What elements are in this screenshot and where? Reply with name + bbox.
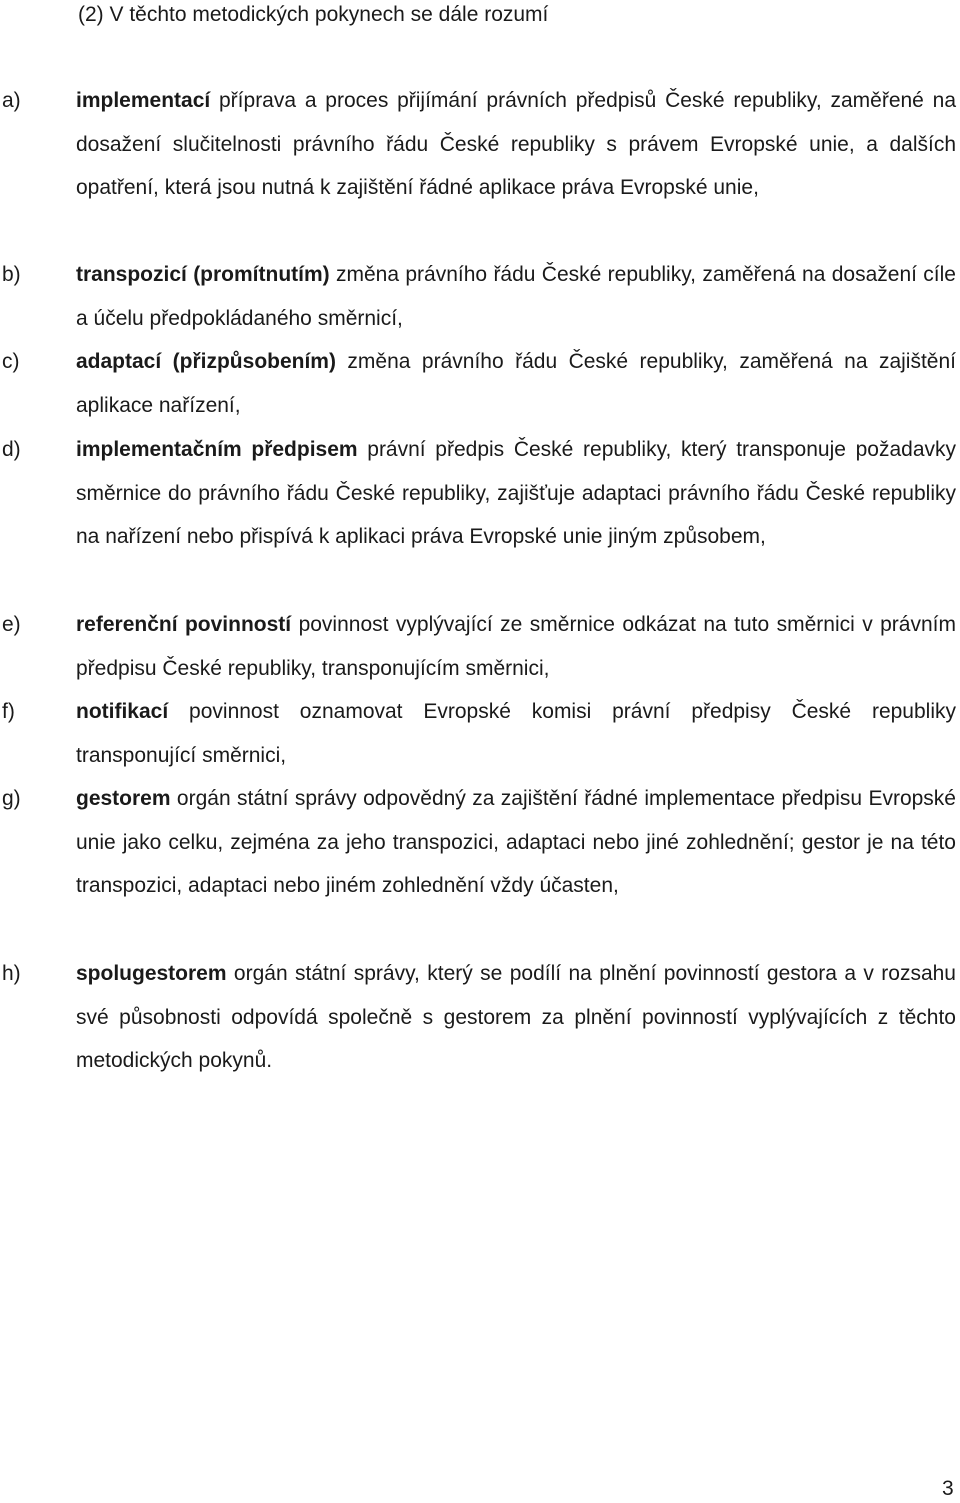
defined-term: implementačním předpisem xyxy=(76,438,358,461)
item-label: b) xyxy=(2,263,21,286)
definition-text: příprava a proces přijímání právních předpisů České republiky, zaměřené na dosažení slučitelnosti právního řádu České republiky s právem Evropské unie, a dalších opatření, která jsou nutná k zajištění řádné aplikace práva Evropské unie, xyxy=(76,89,956,200)
item-label: a) xyxy=(2,89,21,112)
definition-text: právní předpis České republiky, který transponuje požadavky směrnice do právního řádu České republiky, zajišťuje adaptaci právního řádu České republiky na nařízení nebo přispívá k aplikaci práva Evropské unie jiným způsobem, xyxy=(76,438,957,549)
item-body xyxy=(76,340,956,427)
item-label: c) xyxy=(2,350,20,373)
defined-term: gestorem xyxy=(76,787,171,810)
definition-text: změna právního řádu České republiky, zaměřená na dosažení cíle a účelu předpokládaného směrnicí, xyxy=(76,263,956,330)
definition-text: povinnost oznamovat Evropské komisi právní předpisy České republiky transponující směrnici, xyxy=(76,700,956,767)
definition-text: změna právního řádu České republiky, zaměřená na zajištění aplikace nařízení, xyxy=(76,350,956,417)
defined-term: referenční povinností xyxy=(76,613,292,636)
item-label: e) xyxy=(2,613,21,636)
item-label: g) xyxy=(2,787,21,810)
item-body xyxy=(76,690,956,777)
item-body xyxy=(76,777,956,908)
defined-term: spolugestorem xyxy=(76,962,227,985)
definition-text: orgán státní správy odpovědný za zajištění řádné implementace předpisu Evropské unie jako celku, zejména za jeho transpozici, adaptaci nebo jiné zohlednění; gestor je na této transpozici, adaptaci nebo jiném zohlednění vždy účasten, xyxy=(76,787,956,898)
item-label: h) xyxy=(2,962,21,985)
item-body xyxy=(76,603,956,690)
defined-term: implementací xyxy=(76,89,211,112)
definition-text: povinnost vyplývající ze směrnice odkázat na tuto směrnici v právním předpisu České republiky, transponujícím směrnici, xyxy=(76,613,956,680)
item-label: d) xyxy=(2,438,21,461)
item-body xyxy=(76,952,956,1083)
item-label: f) xyxy=(2,700,15,723)
page-number: 3 xyxy=(942,1477,954,1500)
defined-term: transpozicí (promítnutím) xyxy=(76,263,330,286)
defined-term: adaptací (přizpůsobením) xyxy=(76,350,336,373)
item-body xyxy=(76,428,956,559)
definition-text: orgán státní správy, který se podílí na plnění povinností gestora a v rozsahu své působnosti odpovídá společně s gestorem za plnění povinností vyplývajících z těchto metodických pokynů. xyxy=(76,962,956,1073)
intro-paragraph: (2) V těchto metodických pokynech se dále rozumí xyxy=(78,3,549,26)
item-body xyxy=(76,253,956,340)
defined-term: notifikací xyxy=(76,700,169,723)
item-body xyxy=(76,79,956,210)
